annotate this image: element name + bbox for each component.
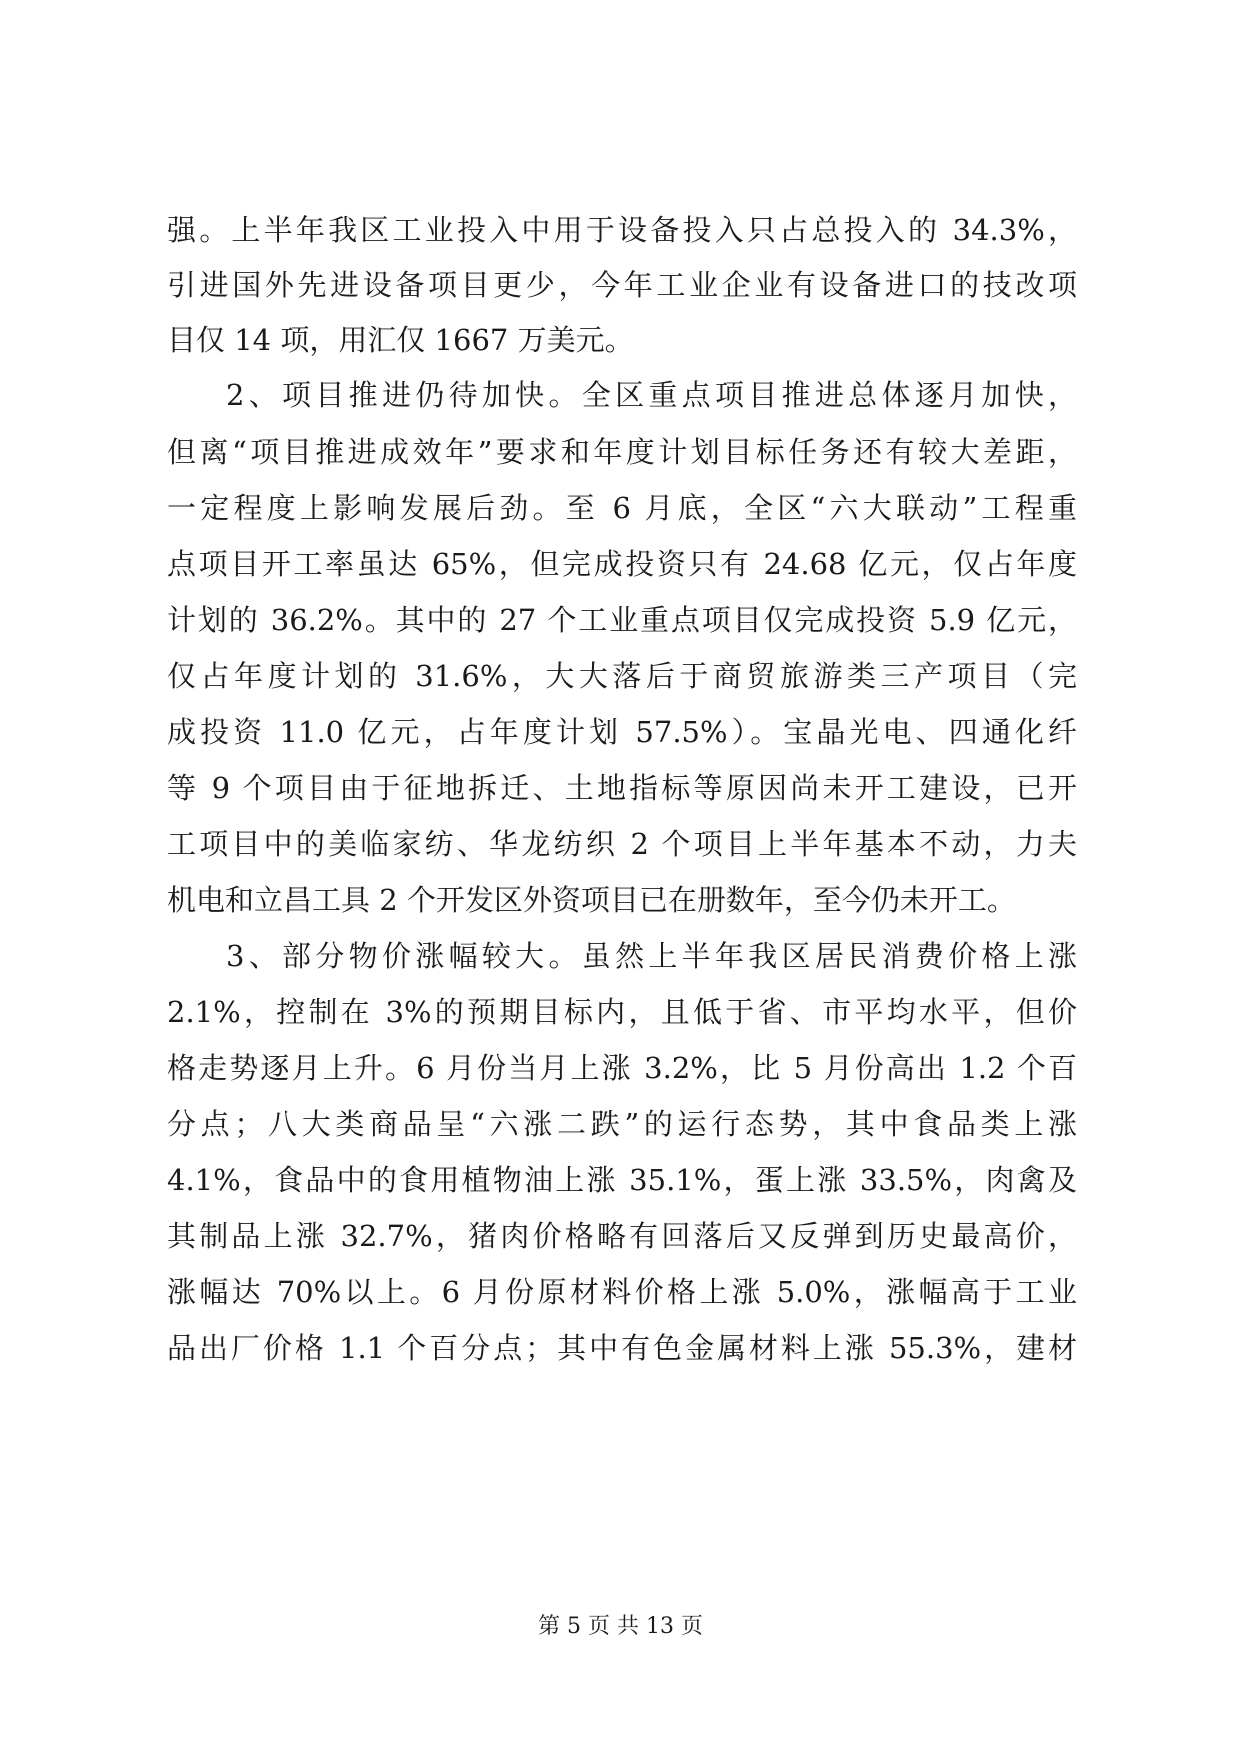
text-line: 分点；八大类商品呈“六涨二跌”的运行态势，其中食品类上涨 bbox=[167, 1107, 1077, 1141]
text-line: 但离“项目推进成效年”要求和年度计划目标任务还有较大差距， bbox=[167, 435, 1077, 469]
text-line: 等 9 个项目由于征地拆迁、土地指标等原因尚未开工建设，已开 bbox=[167, 771, 1077, 805]
text-line: 4.1%，食品中的食用植物油上涨 35.1%，蛋上涨 33.5%，肉禽及 bbox=[167, 1163, 1077, 1197]
text-line: 机电和立昌工具 2 个开发区外资项目已在册数年，至今仍未开工。 bbox=[167, 883, 1016, 917]
text-line: 一定程度上影响发展后劲。至 6 月底，全区“六大联动”工程重 bbox=[167, 491, 1077, 525]
text-line: 涨幅达 70%以上。6 月份原材料价格上涨 5.0%，涨幅高于工业 bbox=[167, 1275, 1077, 1309]
text-line: 品出厂价格 1.1 个百分点；其中有色金属材料上涨 55.3%，建材 bbox=[167, 1331, 1077, 1365]
text-line: 工项目中的美临家纺、华龙纺织 2 个项目上半年基本不动，力夫 bbox=[167, 827, 1077, 861]
text-line: 成投资 11.0 亿元，占年度计划 57.5%）。宝晶光电、四通化纤 bbox=[167, 715, 1077, 749]
text-line: 格走势逐月上升。6 月份当月上涨 3.2%，比 5 月份高出 1.2 个百 bbox=[167, 1051, 1077, 1085]
page-footer: 第 5 页 共 13 页 bbox=[538, 1614, 703, 1639]
text-line: 点项目开工率虽达 65%，但完成投资只有 24.68 亿元，仅占年度 bbox=[167, 547, 1077, 581]
text-line: 2.1%，控制在 3%的预期目标内，且低于省、市平均水平，但价 bbox=[167, 995, 1077, 1029]
text-line: 仅占年度计划的 31.6%，大大落后于商贸旅游类三产项目（完 bbox=[167, 659, 1077, 693]
paragraph-heading-line: 3、部分物价涨幅较大。虽然上半年我区居民消费价格上涨 bbox=[226, 939, 1077, 973]
text-line: 强。上半年我区工业投入中用于设备投入只占总投入的 34.3%， bbox=[167, 213, 1077, 247]
text-line: 其制品上涨 32.7%，猪肉价格略有回落后又反弹到历史最高价， bbox=[167, 1219, 1077, 1253]
text-line: 引进国外先进设备项目更少，今年工业企业有设备进口的技改项 bbox=[167, 268, 1077, 302]
text-line: 目仅 14 项，用汇仅 1667 万美元。 bbox=[167, 323, 634, 357]
text-line: 计划的 36.2%。其中的 27 个工业重点项目仅完成投资 5.9 亿元， bbox=[167, 603, 1077, 637]
paragraph-heading-line: 2、项目推进仍待加快。全区重点项目推进总体逐月加快， bbox=[226, 378, 1077, 412]
